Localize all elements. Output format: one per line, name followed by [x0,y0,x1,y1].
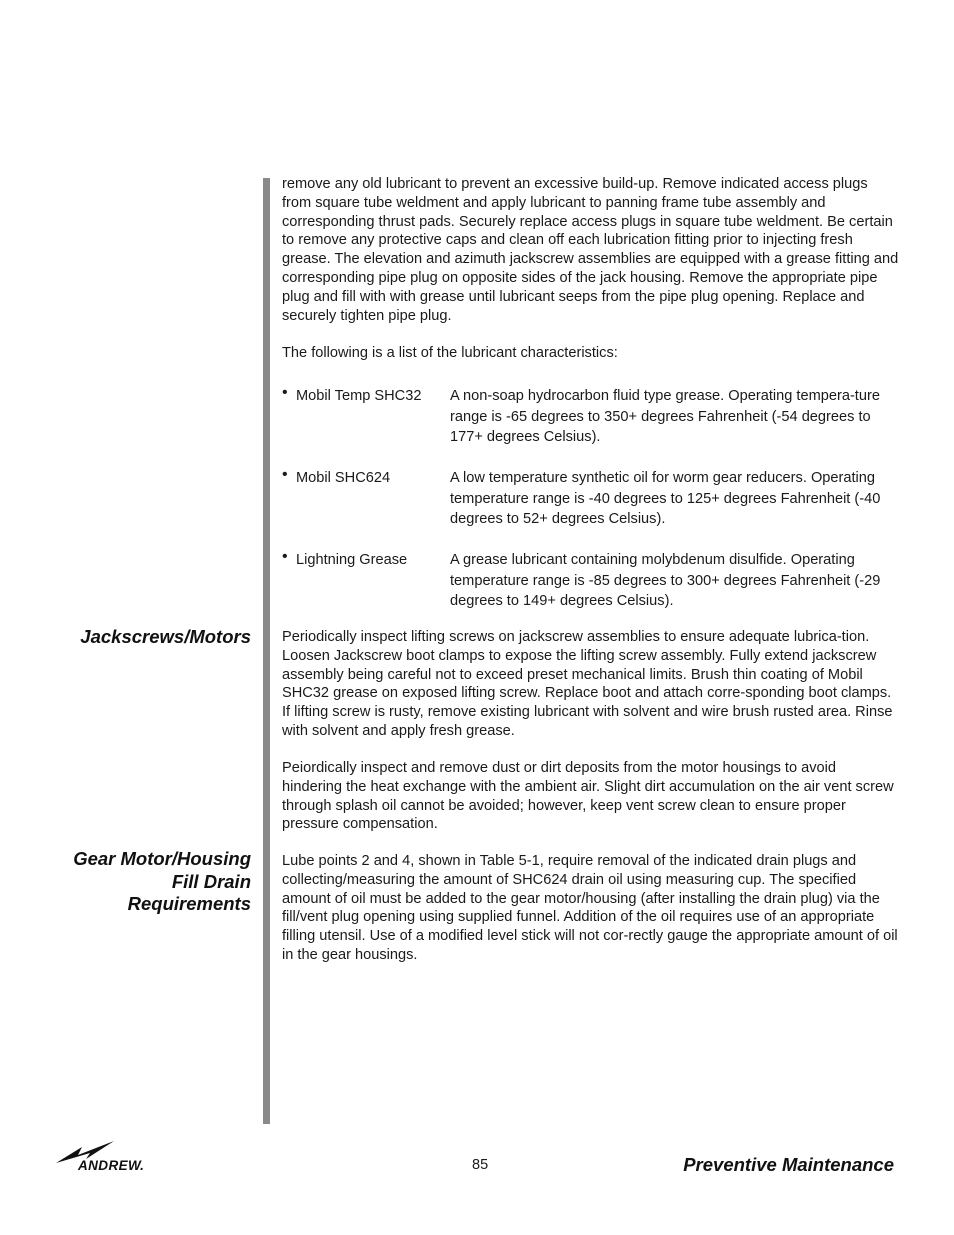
lubricant-description: A grease lubricant containing molybdenum disulfide. Operating temperature range is -85 degrees to 300+ degrees Fahrenheit (-29 degrees to 149+ degrees Celsius). [450,552,881,609]
company-logo-text: ANDREW. [78,1158,145,1173]
jackscrews-paragraph-1: Periodically inspect lifting screws on jackscrew assemblies to ensure adequate lubrica-tion. Loosen Jackscrew boot clamps to expose the lifting screw assembly. Fully extend jackscrew assembly being careful not to exceed preset mechanical limits. Brush thin coating of Mobil SHC32 grease on exposed lifting screw. Replace boot and attach corre-sponding boot clamps. If lifting screw is rusty, remove existing lubricant with solvent and wire brush rusted area. Rinse with solvent and apply fresh grease. [282,629,893,739]
lubricant-description: A low temperature synthetic oil for worm gear reducers. Operating temperature range is -40 degrees to 125+ degrees Fahrenheit (-40 degrees to 52+ degrees Celsius). [450,470,881,527]
page-number: 85 [472,1157,489,1173]
lubricant-name: Lightning Grease [296,552,408,568]
list-intro: The following is a list of the lubricant characteristics: [282,345,618,361]
gear-motor-paragraph: Lube points 2 and 4, shown in Table 5-1, require removal of the indicated drain plugs and collecting/measuring the amount of SHC624 drain oil using measuring cup. The specified amount of oil must be added to the gear motor/housing (after installing the drain plug) via the fill/vent plug opening using supplied funnel. Addition of the oil requires use of an appropriate filling utensil. Use of a modified level stick will not cor-rectly gauge the appropriate amount of oil in the gear housings. [282,853,898,963]
lubricant-name: Mobil Temp SHC32 [296,388,422,404]
bullet-icon: • [282,548,288,565]
bullet-icon: • [282,384,288,401]
section-heading-jackscrews: Jackscrews/Motors [80,626,251,647]
lubricant-description: A non-soap hydrocarbon fluid type grease. Operating tempera-ture range is -65 degrees to 350+ degrees Fahrenheit (-54 degrees to 177+ degrees Celsius). [450,388,880,445]
intro-paragraph: remove any old lubricant to prevent an excessive build-up. Remove indicated access plugs from square tube weldment and apply lubricant to panning frame tube assembly and corresponding thrust pads. Securely replace access plugs in square tube weldment. Be certain to remove any protective caps and clean off each lubrication fitting prior to injecting fresh grease. The elevation and azimuth jackscrew assemblies are equipped with a grease fitting and corresponding pipe plug on opposite sides of the jack housing. Remove the appropriate pipe plug and fill with with grease until lubricant seeps from the pipe plug opening. Replace and securely tighten pipe plug. [282,176,899,324]
jackscrews-paragraph-2: Peiordically inspect and remove dust or dirt deposits from the motor housings to avoid hindering the heat exchange with the ambient air. Slight dirt accumulation on the air vent screw through splash oil cannot be avoided; however, keep vent screw clean to ensure proper pressure compensation. [282,760,894,833]
margin-rule [263,178,270,1124]
lubricant-name: Mobil SHC624 [296,470,391,486]
bullet-icon: • [282,466,288,483]
section-heading-gear-motor: Gear Motor/Housing Fill Drain Requirements [73,848,251,914]
footer-title: Preventive Maintenance [683,1154,894,1175]
